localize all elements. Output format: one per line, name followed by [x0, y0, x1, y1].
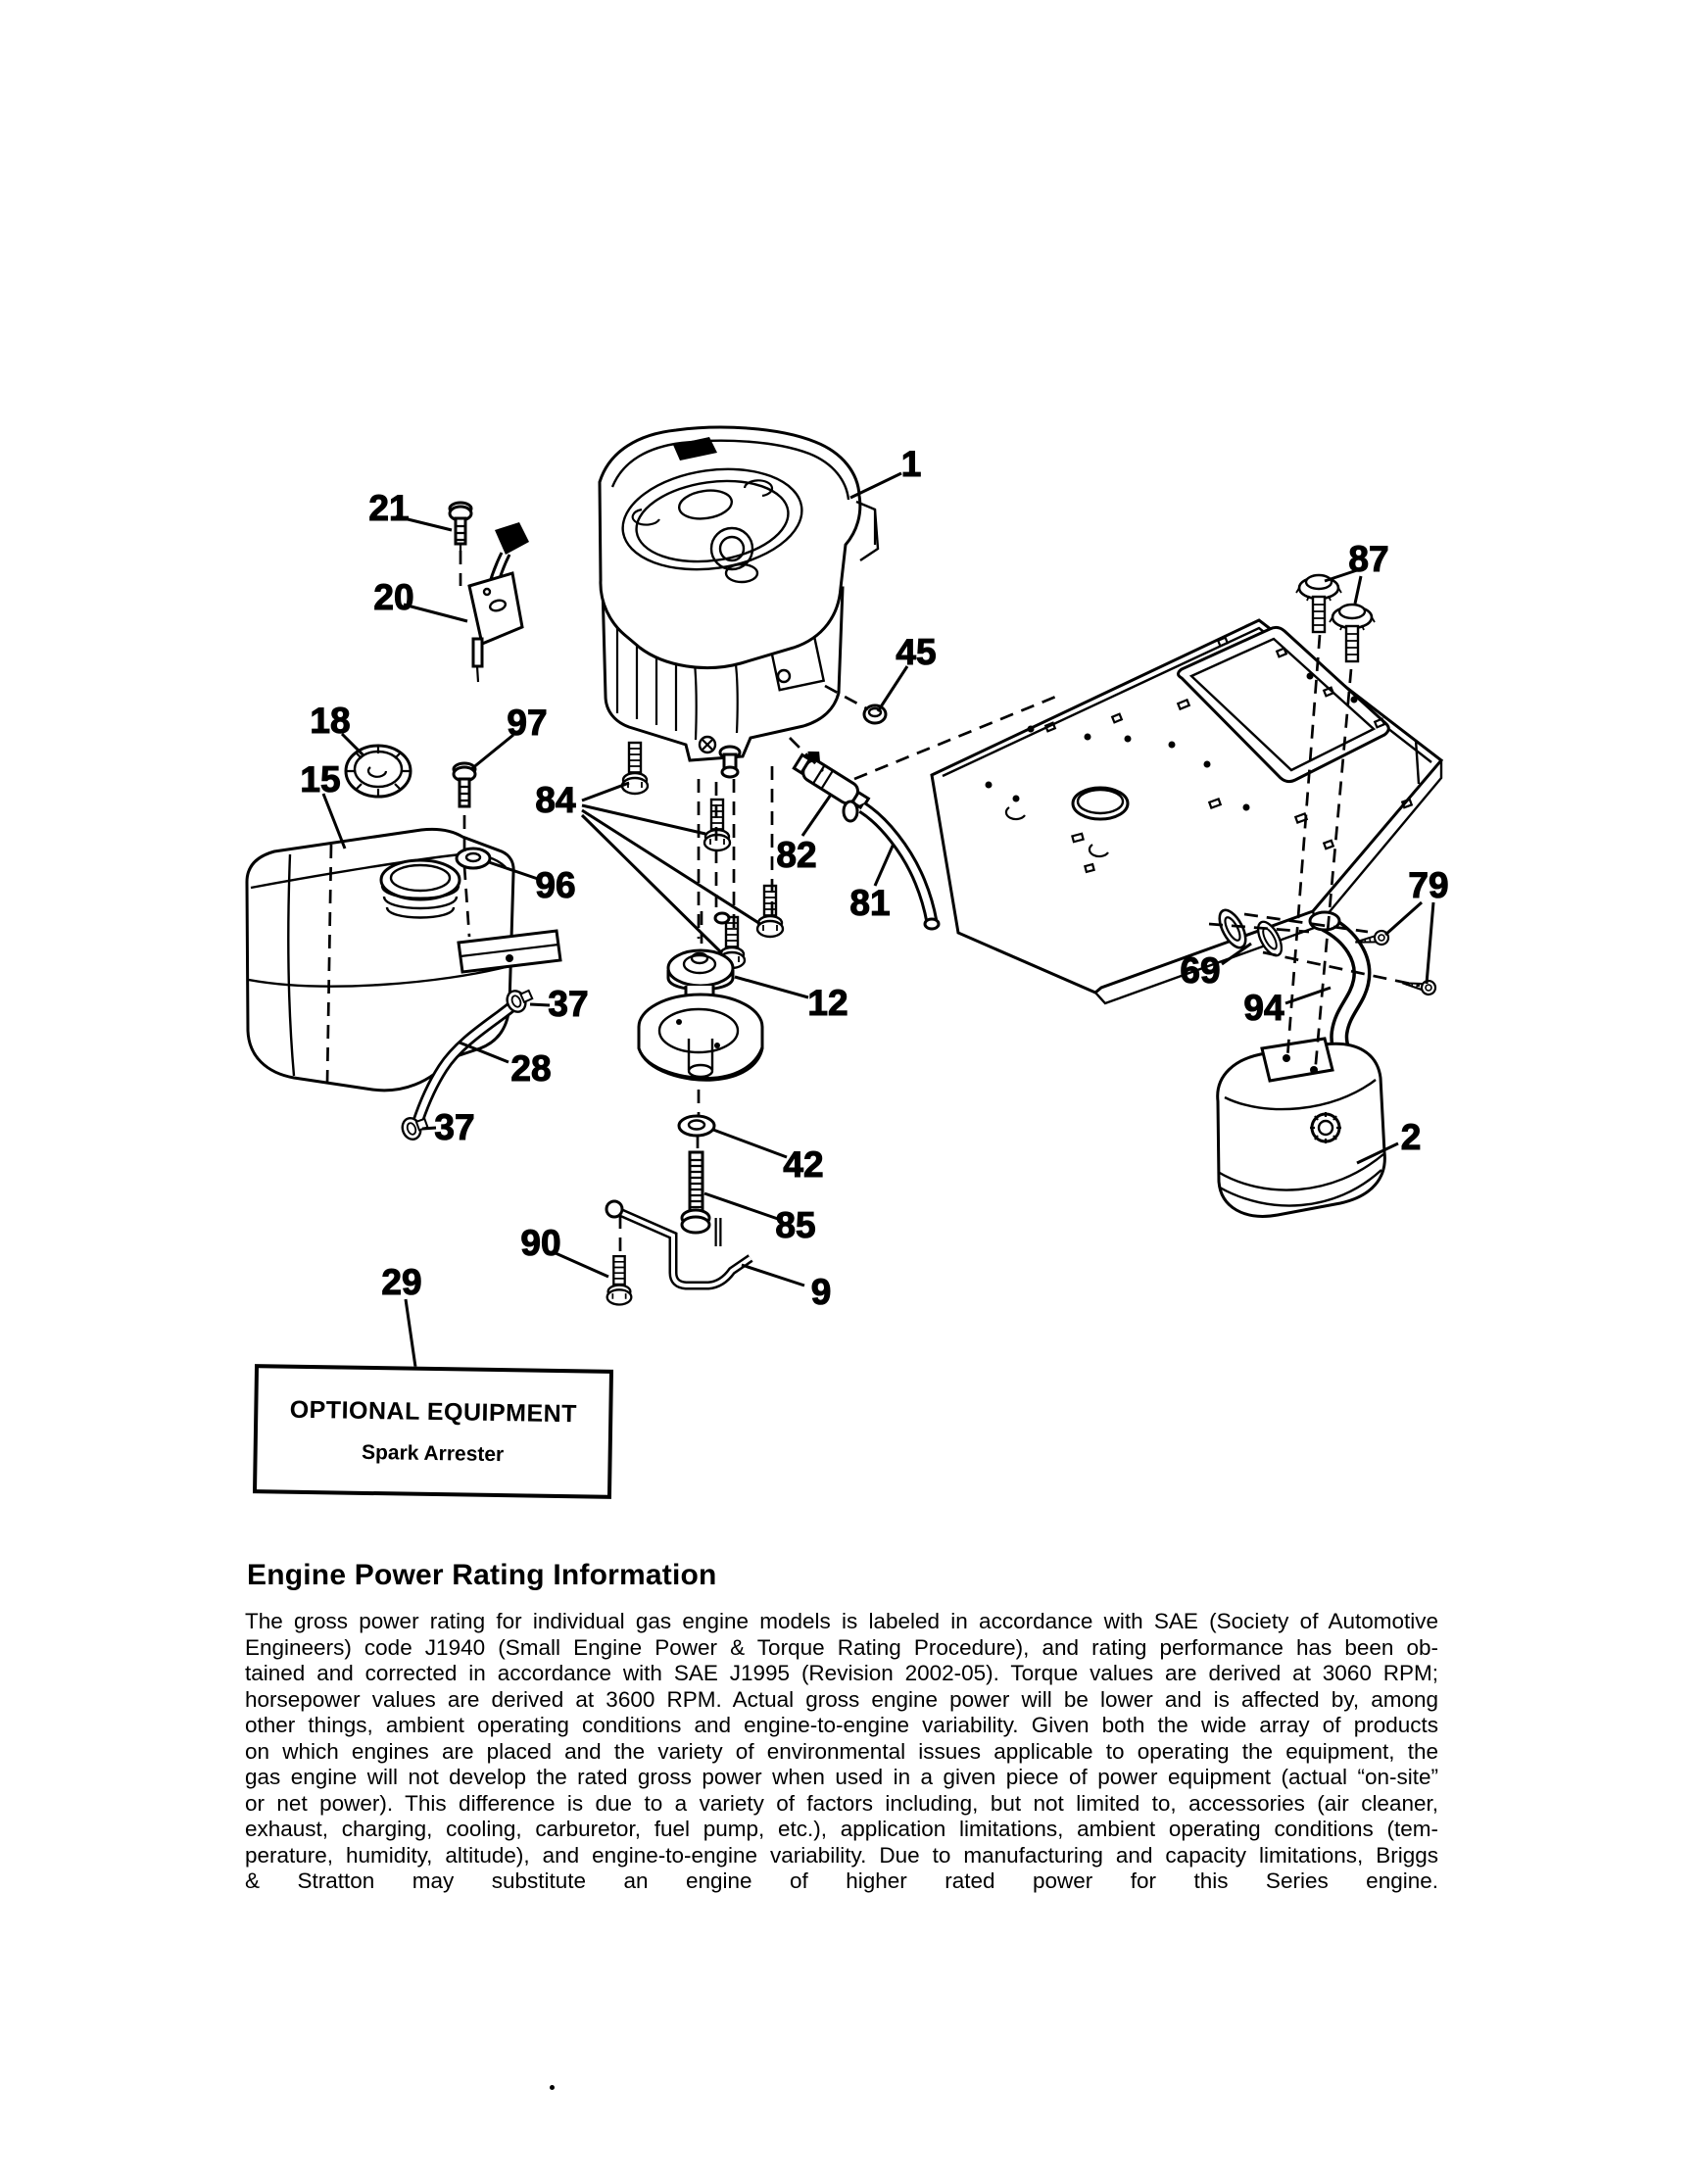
paragraph-line: exhaust, charging, cooling, carburetor, fuel pump, etc.), application limitations, ambient operating conditions (tem- [245, 1817, 1438, 1841]
paragraph-line: tained and corrected in accordance with SAE J1995 (Revision 2002-05). Torque values are derived at 3060 RPM; [245, 1661, 1438, 1685]
bolt-21 [450, 503, 471, 551]
callout-96: 96 [535, 865, 576, 905]
callout-18: 18 [310, 701, 351, 741]
callout-94: 94 [1243, 988, 1284, 1028]
callout-81: 81 [849, 883, 891, 923]
optional-equipment-title: OPTIONAL EQUIPMENT [289, 1395, 578, 1428]
callout-21: 21 [368, 488, 410, 528]
callout-2: 2 [1400, 1117, 1422, 1157]
callout-45: 45 [896, 632, 937, 672]
paragraph-line: & Stratton may substitute an engine of higher rated power for this Series engine. [245, 1869, 1438, 1893]
callout-20: 20 [373, 577, 414, 617]
callout-85: 85 [775, 1205, 816, 1245]
callout-12: 12 [807, 983, 848, 1023]
paragraph-line: gas engine will not develop the rated gross power when used in a given piece of power equipment (actual “on-site” [245, 1765, 1438, 1789]
callout-28: 28 [510, 1048, 552, 1089]
callout-37-lower: 37 [434, 1107, 475, 1147]
callout-84: 84 [535, 780, 576, 820]
engine-pulley [639, 950, 762, 1080]
throttle-control [469, 522, 529, 682]
callout-42: 42 [783, 1144, 824, 1185]
callout-97: 97 [507, 703, 548, 743]
paragraph-line: or net power). This difference is due to a variety of factors including, but not limited to, accessories (air cleaner, [245, 1790, 1438, 1816]
callout-90: 90 [520, 1223, 561, 1263]
paragraph-line: other things, ambient operating conditions and engine-to-engine variability. Given both the wide array of products [245, 1713, 1438, 1737]
washer-42 [679, 1116, 714, 1136]
chassis-frame [932, 620, 1441, 1003]
washer-96 [457, 849, 490, 868]
optional-equipment-subtitle: Spark Arrester [361, 1440, 505, 1466]
bolt-90 [607, 1256, 632, 1304]
callout-79: 79 [1408, 865, 1449, 905]
power-rating-paragraph [245, 1609, 1438, 1895]
callout-29: 29 [381, 1262, 422, 1302]
paragraph-line: perature, humidity, altitude), and engine-to-engine variability. Due to manufacturing and capacity limitations, Briggs [245, 1842, 1438, 1868]
paragraph-line: Engineers) code J1940 (Small Engine Power & Torque Rating Procedure), and rating performance has been ob- [245, 1634, 1438, 1660]
paragraph-line: horsepower values are derived at 3600 RPM. Actual gross engine power will be lower and is affected by, among [245, 1686, 1438, 1712]
callout-1: 1 [900, 444, 922, 484]
power-rating-heading: Engine Power Rating Information [247, 1559, 717, 1591]
callout-82: 82 [776, 835, 817, 875]
mounting-bolts-87 [1296, 575, 1375, 661]
muffler [1218, 1039, 1385, 1216]
scan-artifact-dot [550, 2085, 555, 2090]
callout-15: 15 [300, 759, 341, 800]
fuel-cap [346, 746, 411, 797]
callout-37-upper: 37 [548, 984, 589, 1024]
paragraph-line: on which engines are placed and the variety of environmental issues applicable to operating the equipment, the [245, 1738, 1438, 1764]
callout-69: 69 [1180, 950, 1221, 991]
optional-equipment-box [253, 1364, 613, 1499]
belt-guard-9 [606, 1201, 751, 1286]
callout-9: 9 [810, 1272, 832, 1312]
callout-87: 87 [1348, 539, 1389, 579]
paragraph-line: The gross power rating for individual gas engine models is labeled in accordance with SAE (Society of Automotive [245, 1609, 1438, 1633]
